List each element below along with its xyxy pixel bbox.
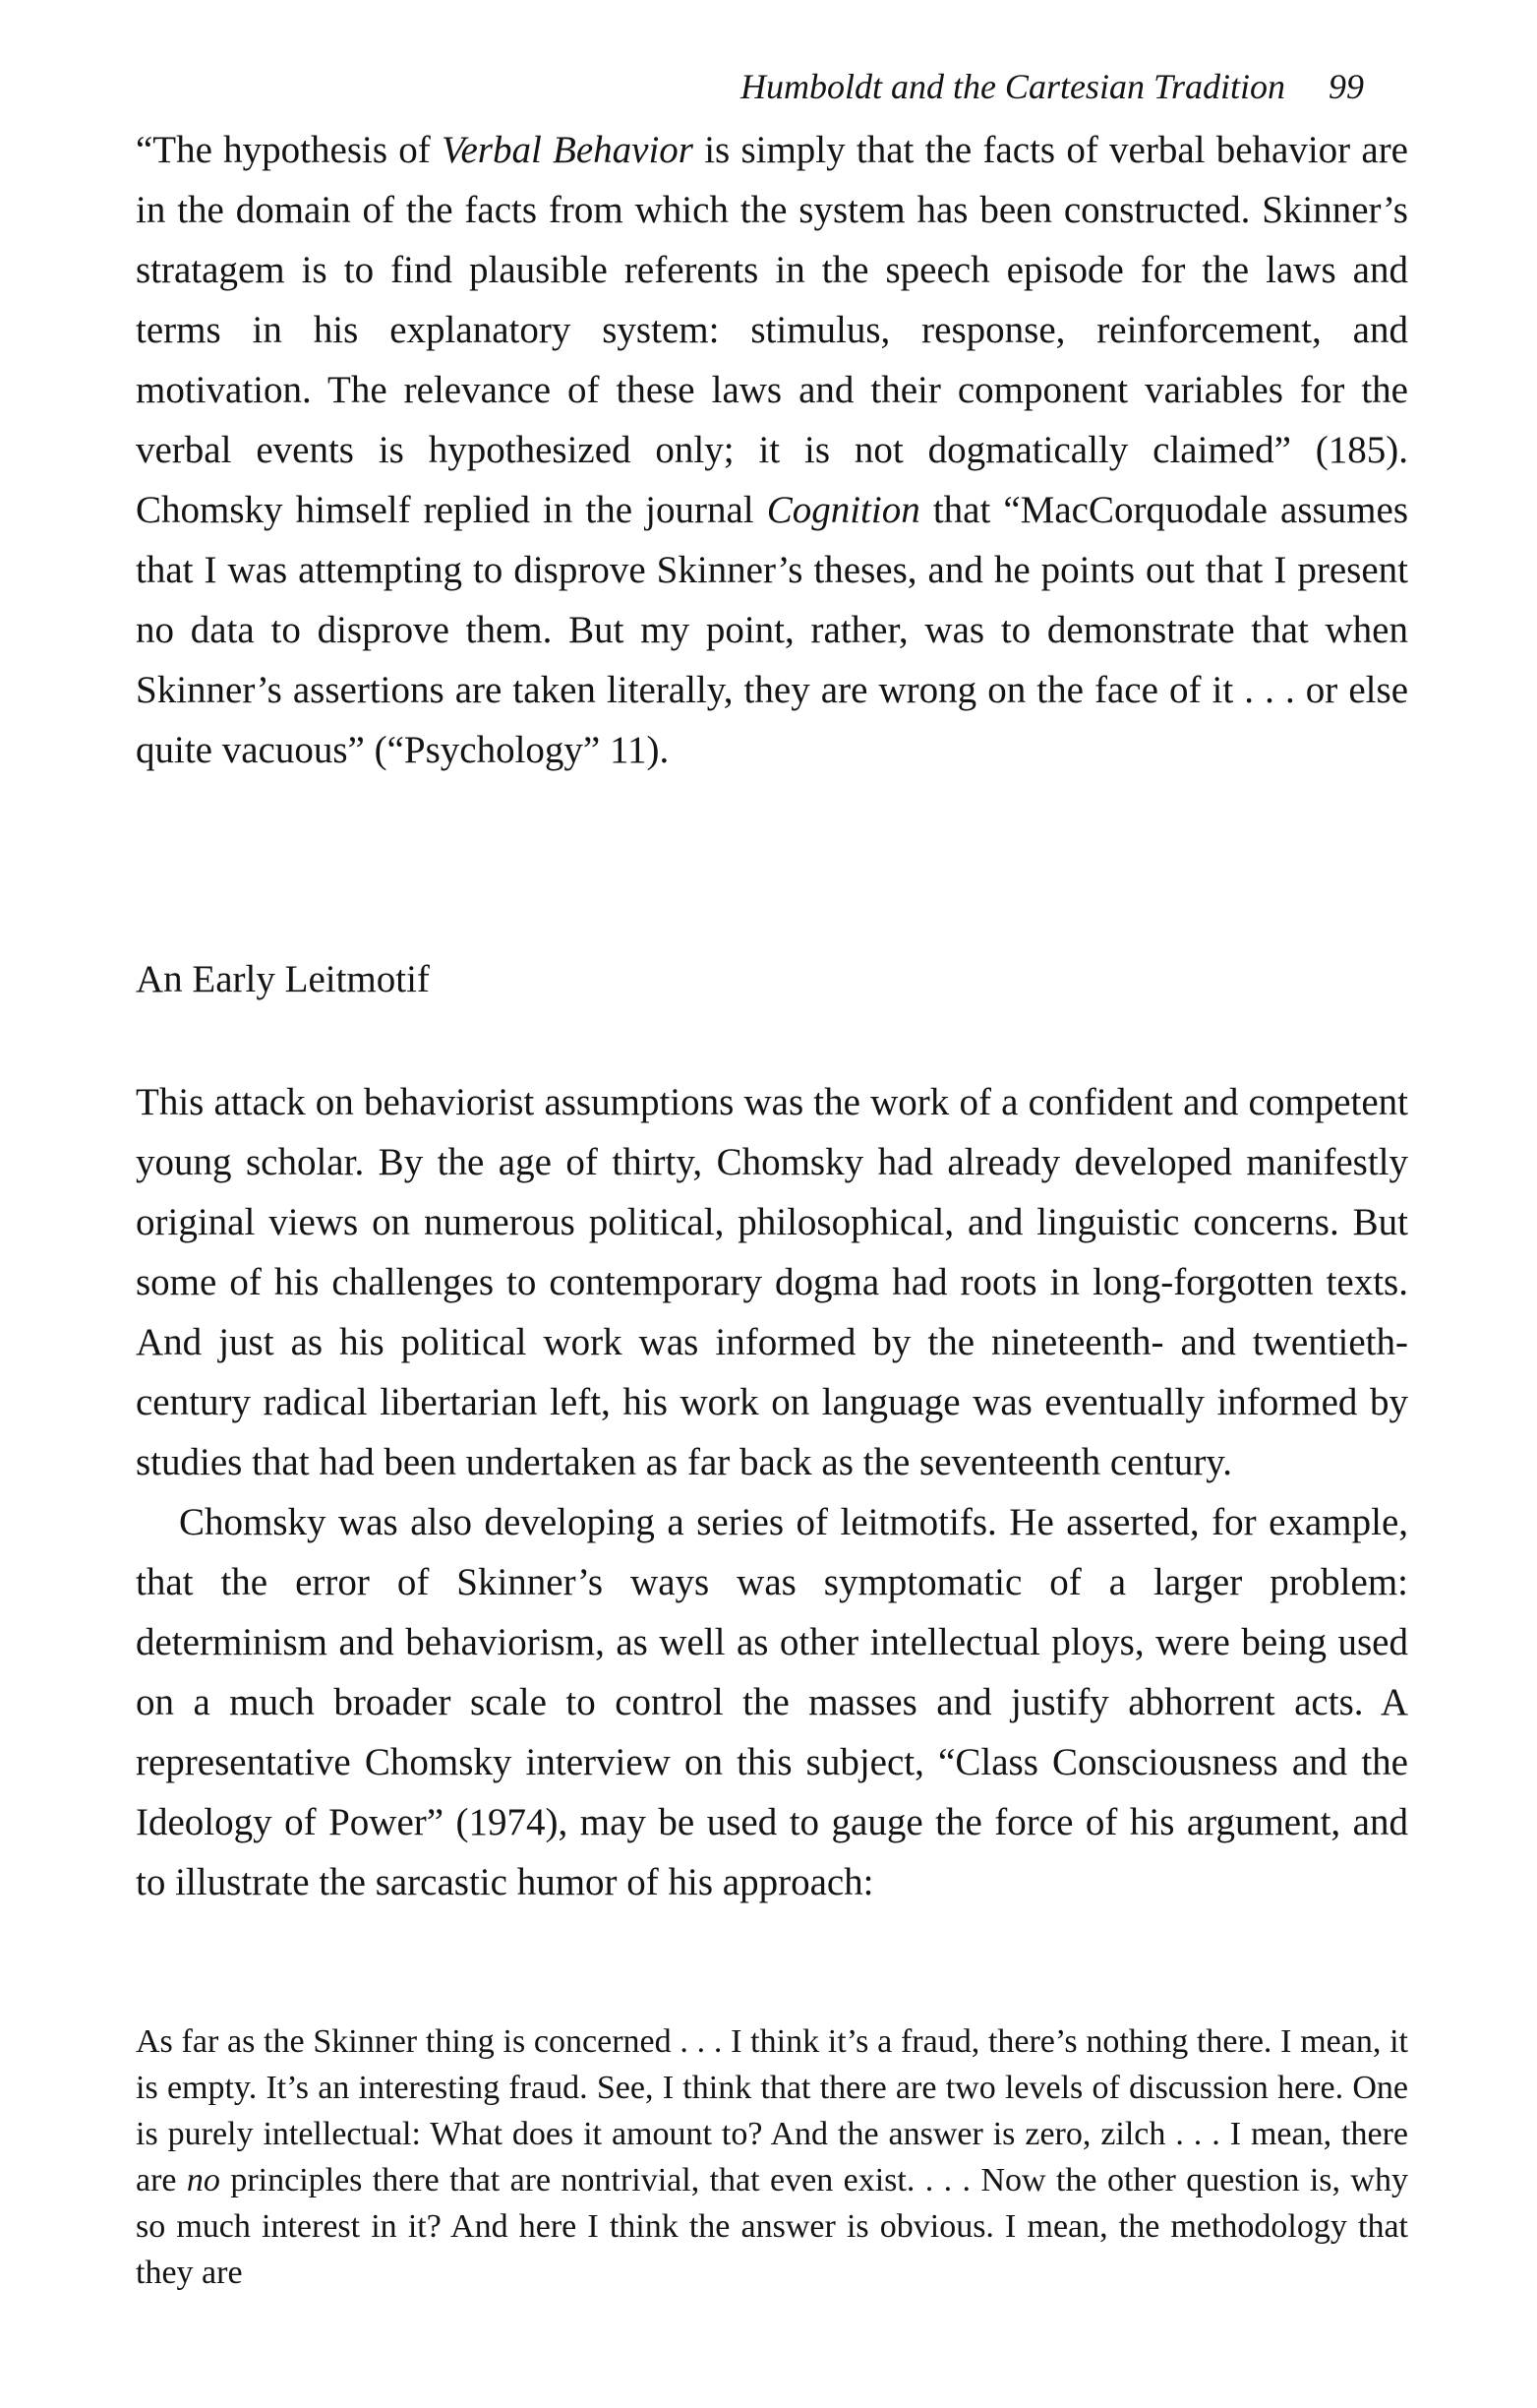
paragraph-1-text-c: that “MacCorquodale assumes that I was attempting to disprove Skinner’s theses, and he points out that I present no data to disprove them. But my point, rather, was to demonstrate that when Skinner’s assertions are taken literally, they are wrong on the face of it . . . or else quite vacuous” (“Psychology” 11). — [136, 489, 1408, 771]
section-heading: An Early Leitmotif — [136, 958, 430, 1000]
paragraph-1-text-b: is simply that the facts of verbal behavior are in the domain of the facts from which the system has been constructed. Skinner’s stratagem is to find plausible referents in the speech episode for the laws and terms in his explanatory system: stimulus, response, reinforcement, and motivation. The relevance of these laws and their component variables for the verbal events is hypothesized only; it is not dogmatically claimed” (185). Chomsky himself replied in the journal — [136, 129, 1408, 531]
body-block — [136, 1072, 1408, 1912]
running-head — [740, 65, 1364, 108]
block-quote-block — [136, 2018, 1408, 2296]
paragraph-1-journal-title: Cognition — [766, 489, 920, 531]
running-head-title: Humboldt and the Cartesian Tradition — [739, 67, 1285, 106]
section-heading-block — [136, 956, 1408, 1003]
block-quote — [136, 2018, 1408, 2296]
paragraph-3: Chomsky was also developing a series of leitmotifs. He asserted, for example, that the error of Skinner’s ways was symptomatic of a larger problem: determinism and behaviorism, as well as other intellectual ploys, were being used on a much broader scale to control the masses and justify abhorrent acts. A representative Chomsky interview on this subject, “Class Consciousness and the Ideology of Power” (1974), may be used to gauge the force of his argument, and to illustrate the sarcastic humor of his approach: — [136, 1501, 1408, 1903]
paragraph-1-book-title: Verbal Behavior — [441, 129, 693, 171]
paragraph-1-block — [136, 120, 1408, 780]
block-quote-text-a: As far as the Skinner thing is concerned . . . I think it’s a fraud, there’s nothing there. I mean, it is empty. It’s an interesting fraud. See, I think that there are two levels of discussion here. One is purely intellectual: What does it amount to? And the answer is zero, zilch . . . I mean, there are — [136, 2023, 1408, 2198]
paragraph-1 — [136, 120, 1408, 780]
block-quote-text-b: principles there that are nontrivial, that even exist. . . . Now the other question is, why so much interest in it? And here I think the answer is obvious. I mean, the methodology that they are — [136, 2162, 1408, 2291]
page-number: 99 — [1329, 67, 1364, 106]
paragraph-2: This attack on behaviorist assumptions was the work of a confident and competent young scholar. By the age of thirty, Chomsky had already developed manifestly original views on numerous political, philosophical, and linguistic concerns. But some of his challenges to contemporary dogma had roots in long-forgotten texts. And just as his political work was informed by the nineteenth- and twentieth-century radical libertarian left, his work on language was eventually informed by studies that had been undertaken as far back as the seventeenth century. — [136, 1081, 1408, 1483]
block-quote-emphasis: no — [186, 2162, 220, 2198]
paragraph-1-text-a: “The hypothesis of — [136, 129, 442, 171]
